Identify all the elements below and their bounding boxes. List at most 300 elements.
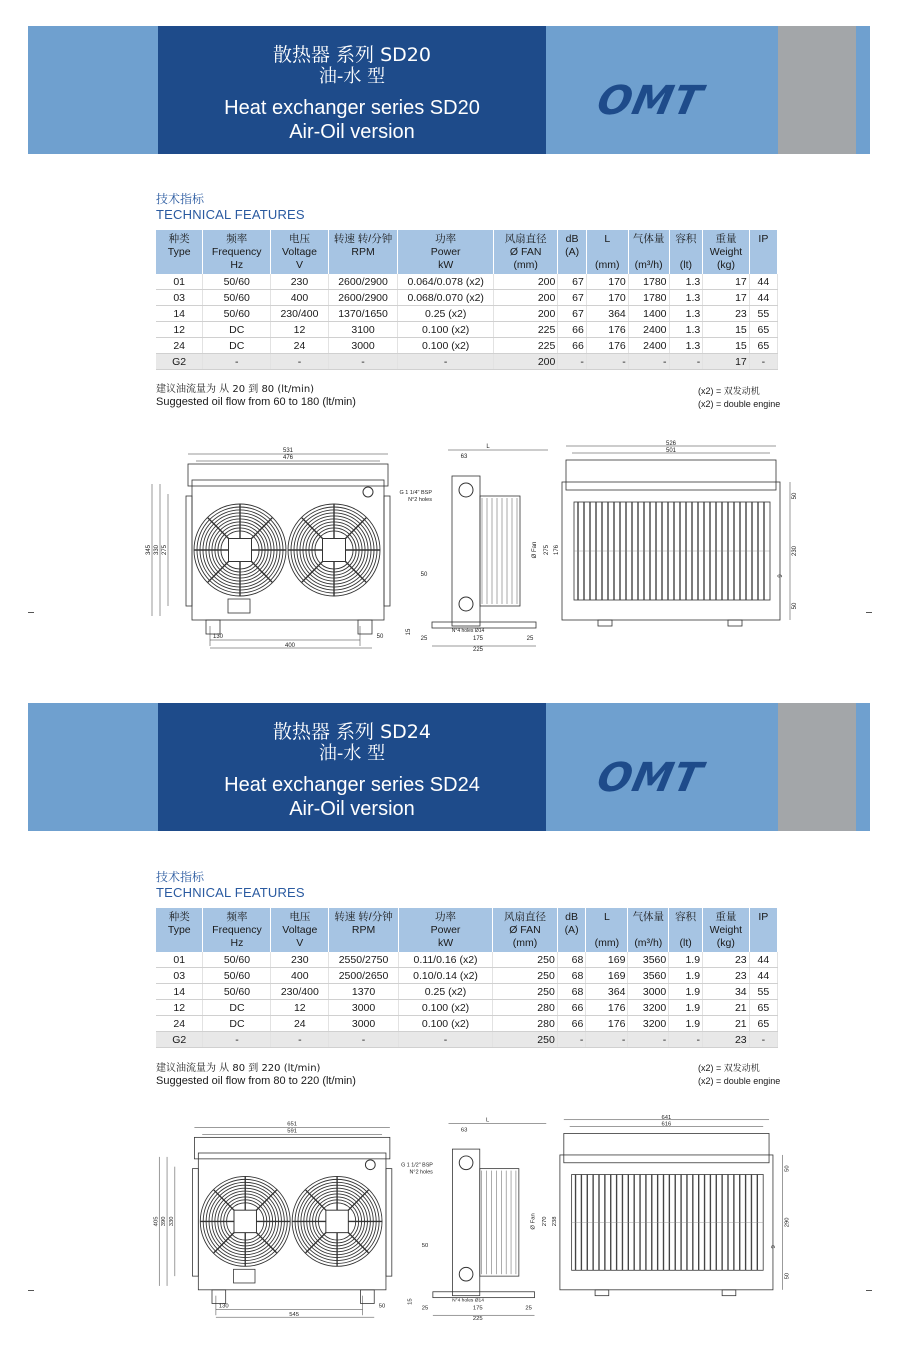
table-cell: 17 bbox=[703, 274, 750, 290]
note-cn: (x2) = 双发动机 bbox=[698, 386, 760, 396]
dimension-label: 9 bbox=[778, 574, 784, 578]
table-cell: 01 bbox=[156, 274, 203, 290]
table-cell: 50/60 bbox=[203, 274, 271, 290]
fan-icon bbox=[288, 504, 380, 596]
dimension-label: 176 bbox=[554, 544, 560, 556]
header-unit bbox=[560, 937, 584, 950]
header-unit bbox=[331, 937, 396, 950]
table-cell: - bbox=[398, 1032, 492, 1048]
table-row bbox=[156, 338, 778, 354]
dimension-label: 175 bbox=[472, 1305, 483, 1312]
dimension-label: 15 bbox=[406, 628, 412, 636]
fan-icon bbox=[292, 1176, 382, 1266]
omt-logo: OMT bbox=[593, 755, 707, 801]
dimension-label: 330 bbox=[168, 1216, 175, 1227]
table-cell: 1.3 bbox=[669, 322, 703, 338]
table-cell: 21 bbox=[703, 1016, 750, 1032]
table-cell: 12 bbox=[156, 322, 203, 338]
table-cell: 1.3 bbox=[669, 274, 703, 290]
table-cell: - bbox=[271, 1032, 329, 1048]
table-cell: 21 bbox=[703, 1000, 750, 1016]
table-cell: 1780 bbox=[628, 290, 669, 306]
dimension-label: N°4 holes Ø14 bbox=[451, 628, 485, 634]
header-en bbox=[752, 924, 775, 937]
table-cell: 2600/2900 bbox=[328, 274, 398, 290]
column-header bbox=[494, 230, 558, 274]
dimension-label: 225 bbox=[472, 1316, 483, 1323]
technical-drawing bbox=[130, 436, 810, 656]
top-bracket bbox=[566, 460, 776, 490]
column-header bbox=[271, 230, 329, 274]
table-cell: 68 bbox=[557, 984, 586, 1000]
header-cn: 功率 bbox=[435, 233, 457, 245]
table-cell: 65 bbox=[749, 338, 777, 354]
column-header bbox=[398, 230, 494, 274]
dimension-label: 238 bbox=[552, 1216, 558, 1227]
table-cell: 364 bbox=[586, 984, 628, 1000]
header-cn: 气体量 bbox=[632, 911, 665, 923]
features-cn: 技术指标 bbox=[156, 870, 205, 884]
header-cn: IP bbox=[758, 233, 769, 245]
table-cell: 50/60 bbox=[203, 968, 271, 984]
technical-features-heading bbox=[156, 190, 305, 222]
side-fins bbox=[480, 496, 520, 606]
subtitle-cn: 油-水 型 bbox=[318, 66, 386, 87]
dimension-label: 9 bbox=[770, 1245, 777, 1249]
side-fins bbox=[480, 1169, 519, 1277]
top-bracket bbox=[564, 1133, 769, 1162]
table-cell: 03 bbox=[156, 968, 203, 984]
header-unit: kW bbox=[438, 259, 454, 271]
column-header bbox=[203, 230, 271, 274]
table-cell: 3200 bbox=[628, 1000, 669, 1016]
header-cn: 功率 bbox=[435, 911, 457, 923]
dimension-label: 230 bbox=[792, 545, 798, 557]
table-cell: G2 bbox=[156, 354, 203, 370]
header-unit bbox=[158, 259, 200, 272]
spec-table bbox=[156, 230, 778, 370]
table-cell: - bbox=[669, 354, 703, 370]
header-en: RPM bbox=[351, 246, 375, 258]
dimension-label: 616 bbox=[661, 1121, 672, 1128]
table-cell: 1.3 bbox=[669, 290, 703, 306]
foot bbox=[206, 620, 220, 634]
banner-title-block bbox=[158, 26, 546, 154]
flow-en: Suggested oil flow from 80 to 220 (lt/min) bbox=[156, 1075, 356, 1087]
crop-mark bbox=[28, 1290, 34, 1291]
table-cell: 1.9 bbox=[669, 952, 703, 968]
table-cell: 0.100 (x2) bbox=[398, 1000, 492, 1016]
table-cell: 200 bbox=[494, 306, 558, 322]
port-circle bbox=[459, 483, 473, 497]
top-bracket bbox=[194, 1137, 389, 1159]
column-header bbox=[328, 230, 398, 274]
header-unit bbox=[158, 937, 200, 950]
table-row bbox=[156, 274, 778, 290]
omt-logo: OMT bbox=[593, 78, 707, 124]
header-en: (A) bbox=[565, 246, 580, 258]
header-unit: Hz bbox=[230, 259, 244, 271]
header-en bbox=[589, 246, 626, 259]
table-row bbox=[156, 290, 778, 306]
base-rail bbox=[433, 1292, 535, 1298]
table-cell: 280 bbox=[493, 1000, 558, 1016]
table-header-row bbox=[156, 908, 778, 952]
table-cell: 24 bbox=[271, 338, 329, 354]
table-cell: 68 bbox=[557, 968, 586, 984]
foot bbox=[595, 1290, 609, 1296]
foot bbox=[722, 1290, 736, 1296]
table-cell: 1.9 bbox=[669, 984, 703, 1000]
table-cell: 1780 bbox=[628, 274, 669, 290]
header-cn: 电压 bbox=[289, 911, 311, 923]
table-cell: - bbox=[628, 354, 669, 370]
table-cell: - bbox=[328, 354, 398, 370]
table-cell: 1.9 bbox=[669, 1000, 703, 1016]
dimension-label: 50 bbox=[420, 572, 428, 578]
table-cell: 0.064/0.078 (x2) bbox=[398, 274, 494, 290]
motor-box bbox=[234, 1269, 256, 1283]
table-row bbox=[156, 968, 778, 984]
dimension-label: 50 bbox=[421, 1242, 429, 1249]
header-cn: dB bbox=[565, 911, 578, 923]
dimension-label: N°2 holes bbox=[409, 1169, 433, 1176]
header-en bbox=[752, 246, 775, 259]
note-en: (x2) = double engine bbox=[698, 399, 781, 409]
dimension-label: L bbox=[485, 1117, 490, 1124]
table-cell: 0.25 (x2) bbox=[398, 984, 492, 1000]
header-unit: (kg) bbox=[716, 937, 735, 949]
header-en bbox=[671, 924, 700, 937]
table-cell: 50/60 bbox=[203, 290, 271, 306]
table-cell: 230/400 bbox=[271, 984, 329, 1000]
dimension-label: 405 bbox=[153, 1216, 160, 1227]
table-cell: DC bbox=[203, 338, 271, 354]
table-cell: 1370 bbox=[329, 984, 399, 1000]
table-cell: 225 bbox=[494, 322, 558, 338]
header-en: Frequency bbox=[212, 924, 262, 936]
table-cell: 17 bbox=[703, 354, 750, 370]
header-en: Frequency bbox=[211, 246, 262, 258]
table-cell: 50/60 bbox=[203, 952, 271, 968]
table-cell: 0.068/0.070 (x2) bbox=[398, 290, 494, 306]
table-cell: 67 bbox=[558, 274, 586, 290]
table-cell: 230/400 bbox=[271, 306, 329, 322]
table-cell: 400 bbox=[271, 290, 329, 306]
table-cell: 14 bbox=[156, 306, 203, 322]
double-engine-note bbox=[698, 1062, 780, 1088]
dimension-label: 50 bbox=[784, 1165, 791, 1172]
table-cell: - bbox=[329, 1032, 399, 1048]
subtitle-en: Air-Oil version bbox=[289, 121, 415, 143]
column-header bbox=[329, 908, 399, 952]
header-cn: 容积 bbox=[675, 233, 697, 245]
spec-table bbox=[156, 908, 778, 1048]
banner bbox=[28, 703, 870, 831]
header-unit bbox=[331, 259, 396, 272]
table-cell: 2500/2650 bbox=[329, 968, 399, 984]
technical-features-heading bbox=[156, 868, 305, 900]
table-cell: G2 bbox=[156, 1032, 203, 1048]
dimension-label: 63 bbox=[460, 454, 468, 460]
table-cell: 0.100 (x2) bbox=[398, 1016, 492, 1032]
table-cell: - bbox=[749, 354, 777, 370]
header-unit bbox=[752, 259, 775, 272]
column-header bbox=[493, 908, 558, 952]
crop-mark bbox=[28, 612, 34, 613]
subtitle-en: Air-Oil version bbox=[289, 798, 415, 820]
table-row bbox=[156, 306, 778, 322]
table-cell: 170 bbox=[586, 274, 628, 290]
table-cell: 2550/2750 bbox=[329, 952, 399, 968]
table-cell: 176 bbox=[586, 1000, 628, 1016]
double-engine-note bbox=[698, 385, 780, 411]
table-row bbox=[156, 1032, 778, 1048]
table-cell: 3000 bbox=[329, 1000, 399, 1016]
table-cell: 225 bbox=[494, 338, 558, 354]
header-en bbox=[630, 924, 666, 937]
header-en bbox=[588, 924, 625, 937]
column-header bbox=[669, 230, 703, 274]
foot bbox=[598, 620, 612, 626]
dimension-label: 50 bbox=[376, 634, 384, 640]
table-cell: 50/60 bbox=[203, 984, 271, 1000]
crop-mark bbox=[866, 1290, 872, 1291]
table-cell: 24 bbox=[271, 1016, 329, 1032]
table-cell: - bbox=[586, 354, 628, 370]
table-cell: 250 bbox=[493, 1032, 558, 1048]
port-circle bbox=[459, 1267, 473, 1281]
dimension-label: 641 bbox=[661, 1114, 672, 1121]
table-cell: 12 bbox=[271, 1000, 329, 1016]
table-cell: 1.3 bbox=[669, 306, 703, 322]
header-en: Type bbox=[167, 246, 191, 258]
table-cell: - bbox=[271, 354, 329, 370]
dimension-label: 130 bbox=[218, 1303, 229, 1310]
table-cell: 169 bbox=[586, 968, 628, 984]
dimension-label: 390 bbox=[161, 1216, 168, 1227]
table-cell: 280 bbox=[493, 1016, 558, 1032]
header-unit: (mm) bbox=[594, 937, 620, 949]
table-cell: 230 bbox=[271, 274, 329, 290]
side-plate bbox=[384, 496, 390, 606]
fan-icon bbox=[200, 1176, 290, 1266]
table-cell: 1370/1650 bbox=[328, 306, 398, 322]
dimension-label: 25 bbox=[421, 1305, 429, 1312]
port-circle bbox=[459, 597, 473, 611]
table-cell: DC bbox=[203, 1000, 271, 1016]
dimension-label: 130 bbox=[212, 634, 224, 640]
features-en: TECHNICAL FEATURES bbox=[156, 207, 305, 222]
table-cell: 1.9 bbox=[669, 968, 703, 984]
side-plate bbox=[192, 1169, 198, 1277]
column-header bbox=[628, 230, 669, 274]
table-cell: - bbox=[586, 1032, 628, 1048]
dimension-label: 290 bbox=[784, 1217, 791, 1228]
banner-edge bbox=[856, 26, 870, 154]
header-cn: dB bbox=[565, 233, 579, 245]
header-unit: (m³/h) bbox=[634, 937, 663, 949]
dimension-label: 501 bbox=[665, 448, 677, 454]
column-header bbox=[586, 908, 628, 952]
table-cell: 3100 bbox=[328, 322, 398, 338]
column-header bbox=[156, 908, 203, 952]
table-cell: 3560 bbox=[628, 968, 669, 984]
dimension-label: 345 bbox=[146, 544, 152, 556]
dimension-label: N°4 holes Ø14 bbox=[452, 1298, 484, 1304]
header-en: Weight bbox=[709, 924, 743, 936]
fan-hub bbox=[229, 539, 252, 562]
column-header bbox=[271, 908, 329, 952]
header-cn: IP bbox=[758, 911, 769, 923]
table-cell: 176 bbox=[586, 338, 628, 354]
table-cell: 65 bbox=[749, 1016, 777, 1032]
table-cell: 250 bbox=[493, 952, 558, 968]
table-cell: 2600/2900 bbox=[328, 290, 398, 306]
header-cn: 风扇直径 bbox=[504, 233, 547, 245]
header-unit: (lt) bbox=[679, 259, 692, 271]
dimension-label: 275 bbox=[544, 544, 550, 556]
oil-flow-note bbox=[156, 1062, 356, 1088]
header-cn: 频率 bbox=[226, 233, 248, 245]
dimension-label: 225 bbox=[472, 647, 484, 653]
dimension-label: G 1 1/2" BSP bbox=[401, 1162, 433, 1169]
column-header bbox=[558, 230, 586, 274]
table-cell: - bbox=[628, 1032, 669, 1048]
header-cn: 转速 转/分钟 bbox=[334, 911, 393, 923]
foot bbox=[212, 1290, 226, 1304]
dimension-label: 15 bbox=[407, 1298, 414, 1305]
table-cell: 44 bbox=[749, 274, 777, 290]
dimension-label: 25 bbox=[420, 636, 428, 642]
table-cell: 1400 bbox=[628, 306, 669, 322]
table-cell: 364 bbox=[586, 306, 628, 322]
table-cell: 66 bbox=[557, 1016, 586, 1032]
dimension-label: 545 bbox=[289, 1312, 299, 1319]
table-cell: 3000 bbox=[329, 1016, 399, 1032]
header-cn: 频率 bbox=[226, 911, 248, 923]
dimension-label: 531 bbox=[282, 448, 294, 454]
dimension-label: 651 bbox=[287, 1121, 298, 1128]
dimension-label: 591 bbox=[287, 1128, 298, 1135]
dimension-label: 50 bbox=[378, 1303, 386, 1310]
fan-hub bbox=[323, 539, 346, 562]
table-cell: 1.9 bbox=[669, 1016, 703, 1032]
header-unit: (kg) bbox=[716, 259, 736, 271]
header-en bbox=[631, 246, 667, 259]
side-body bbox=[452, 476, 480, 626]
table-cell: 250 bbox=[493, 968, 558, 984]
table-cell: 44 bbox=[749, 968, 777, 984]
banner-title-block bbox=[158, 703, 546, 831]
column-header bbox=[203, 908, 271, 952]
header-en: Power bbox=[430, 246, 461, 258]
flow-cn: 建议油流量为 从 20 到 80 (lt/min) bbox=[156, 384, 315, 395]
table-cell: 01 bbox=[156, 952, 203, 968]
dimension-label: 175 bbox=[472, 636, 484, 642]
table-cell: 176 bbox=[586, 322, 628, 338]
table-cell: 15 bbox=[703, 338, 750, 354]
header-cn: 风扇直径 bbox=[503, 911, 546, 923]
table-cell: 14 bbox=[156, 984, 203, 1000]
table-cell: 23 bbox=[703, 968, 750, 984]
flow-en: Suggested oil flow from 60 to 180 (lt/min) bbox=[156, 396, 356, 408]
table-cell: 12 bbox=[156, 1000, 203, 1016]
table-cell: 15 bbox=[703, 322, 750, 338]
table-cell: 12 bbox=[271, 322, 329, 338]
header-en: Weight bbox=[709, 246, 743, 258]
dimension-label: L bbox=[486, 444, 490, 450]
table-cell: 67 bbox=[558, 306, 586, 322]
header-unit: (m³/h) bbox=[634, 259, 663, 271]
table-cell: 50/60 bbox=[203, 306, 271, 322]
table-cell: 17 bbox=[703, 290, 750, 306]
header-cn: L bbox=[604, 233, 611, 245]
table-row bbox=[156, 1016, 778, 1032]
table-cell: 200 bbox=[494, 274, 558, 290]
header-cn: 重量 bbox=[715, 233, 737, 245]
column-header bbox=[586, 230, 628, 274]
table-cell: 44 bbox=[749, 952, 777, 968]
table-cell: 03 bbox=[156, 290, 203, 306]
dimension-label: 270 bbox=[542, 1216, 549, 1227]
table-cell: 1.3 bbox=[669, 338, 703, 354]
table-cell: 3000 bbox=[628, 984, 669, 1000]
dimension-label: 25 bbox=[526, 636, 534, 642]
header-cn: 种类 bbox=[168, 911, 190, 923]
table-cell: 55 bbox=[749, 984, 777, 1000]
column-header bbox=[749, 230, 777, 274]
header-unit: (mm) bbox=[595, 259, 620, 271]
table-cell: - bbox=[557, 1032, 586, 1048]
header-unit: (lt) bbox=[679, 937, 692, 949]
column-header bbox=[557, 908, 586, 952]
table-cell: 3560 bbox=[628, 952, 669, 968]
banner-grey-panel bbox=[778, 26, 856, 154]
header-cn: L bbox=[603, 911, 610, 923]
header-en bbox=[672, 246, 701, 259]
column-header bbox=[749, 908, 777, 952]
side-body bbox=[452, 1149, 479, 1296]
dimension-label: Ø Fan bbox=[530, 1213, 537, 1230]
header-unit: Hz bbox=[230, 937, 244, 949]
header-cn: 气体量 bbox=[632, 233, 665, 245]
dimension-label: 526 bbox=[665, 441, 677, 447]
table-cell: 169 bbox=[586, 952, 628, 968]
header-en: RPM bbox=[351, 924, 376, 936]
dimension-label: 25 bbox=[525, 1305, 532, 1312]
port-circle bbox=[365, 1160, 375, 1170]
top-bracket bbox=[188, 464, 388, 486]
table-cell: 3000 bbox=[328, 338, 398, 354]
table-cell: 23 bbox=[703, 1032, 750, 1048]
table-cell: - bbox=[203, 354, 271, 370]
header-unit: kW bbox=[437, 937, 454, 949]
side-plate bbox=[186, 496, 192, 606]
fan-hub bbox=[234, 1210, 256, 1232]
header-en: (A) bbox=[564, 924, 579, 936]
table-cell: DC bbox=[203, 322, 271, 338]
title-en: Heat exchanger series SD24 bbox=[224, 774, 480, 796]
dimension-label: 50 bbox=[784, 1272, 791, 1280]
table-cell: 0.100 (x2) bbox=[398, 338, 494, 354]
column-header bbox=[398, 908, 492, 952]
dimension-label: 275 bbox=[162, 544, 168, 556]
table-cell: 23 bbox=[703, 952, 750, 968]
table-row bbox=[156, 984, 778, 1000]
table-cell: 0.10/0.14 (x2) bbox=[398, 968, 492, 984]
table-cell: 55 bbox=[749, 306, 777, 322]
